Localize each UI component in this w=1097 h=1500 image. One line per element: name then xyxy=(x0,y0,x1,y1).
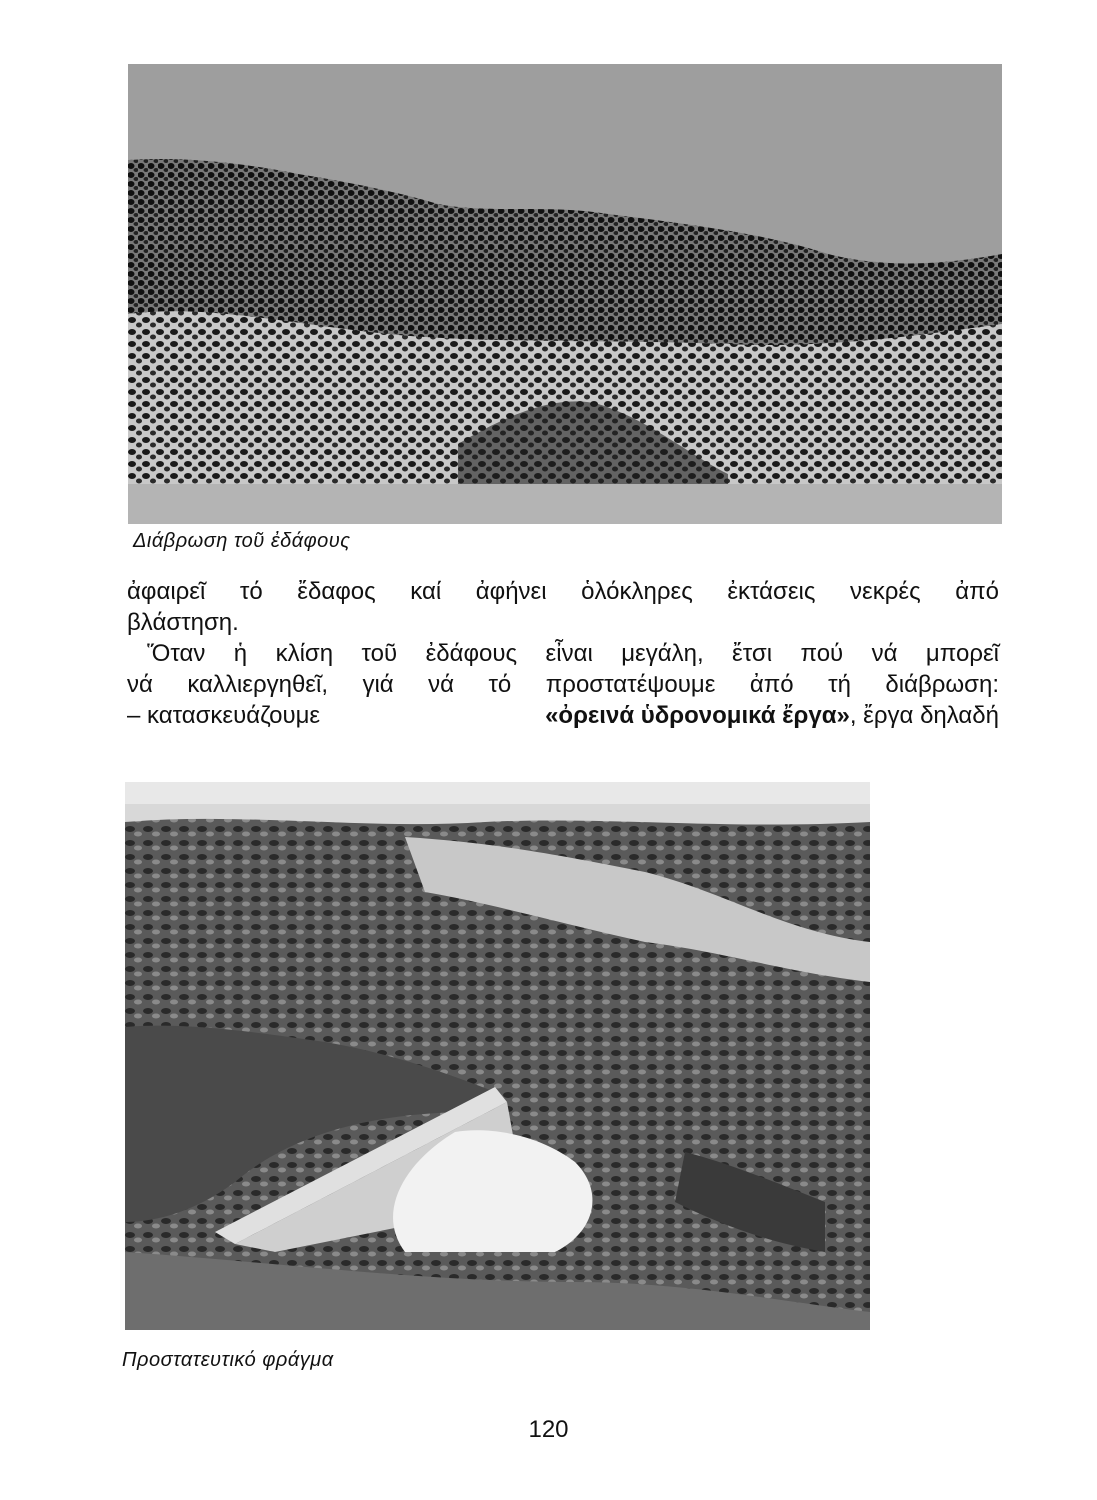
dam-photo-caption: Προστατευτικό φράγμα xyxy=(122,1349,334,1371)
body-text xyxy=(127,576,999,731)
page-number: 120 xyxy=(528,1416,569,1443)
text-line-bold-group xyxy=(545,700,999,731)
text-line xyxy=(127,669,999,700)
erosion-photo xyxy=(128,64,1002,524)
erosion-photo-caption: Διάβρωση τοῦ ἐδάφους xyxy=(133,530,351,552)
bold-term: «ὀρεινά ὑδρονομικά ἔργα» xyxy=(545,702,850,729)
text-line-prefix: – κατασκευάζουμε xyxy=(127,702,321,729)
text-line-content: νά καλλιεργηθεῖ, γιά νά τό προστατέψουμε ἀπό τή διάβρωση: xyxy=(127,671,999,698)
text-line-content: Ὅταν ἡ κλίση τοῦ ἐδάφους εἶναι μεγάλη, ἔτσι πού νά μπορεῖ xyxy=(147,640,999,667)
text-line xyxy=(127,700,999,731)
text-line: βλάστηση. xyxy=(127,609,239,636)
dam-photo xyxy=(125,782,870,1330)
text-line-suffix: , ἔργα δηλαδή xyxy=(849,702,999,729)
text-line-content: ἀφαιρεῖ τό ἔδαφος καί ἀφήνει ὁλόκληρες ἐκτάσεις νεκρές ἀπό xyxy=(127,578,999,605)
text-line xyxy=(127,638,999,669)
text-line xyxy=(127,576,999,607)
